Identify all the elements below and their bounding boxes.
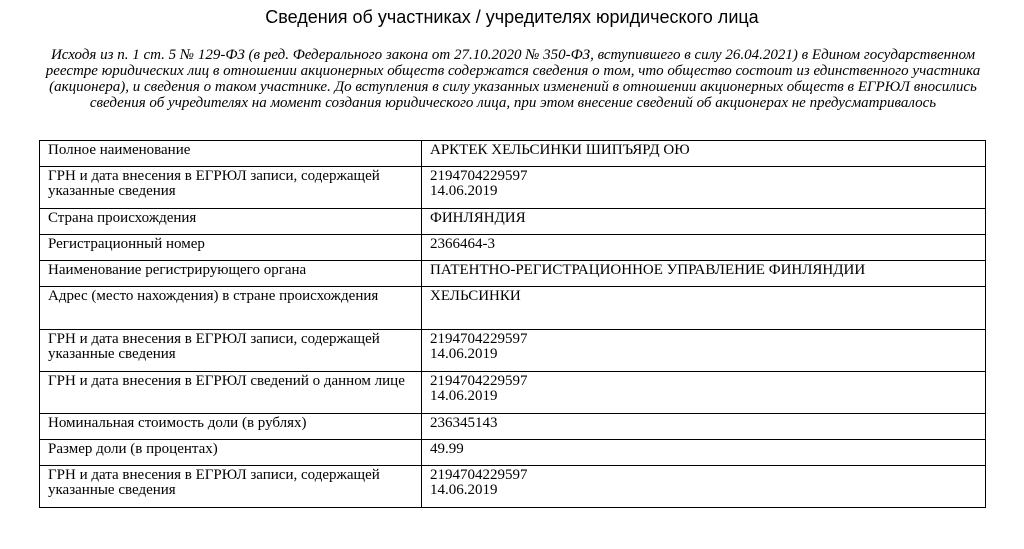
row-label: Номинальная стоимость доли (в рублях)	[40, 414, 422, 440]
row-label: Страна происхождения	[40, 209, 422, 235]
table-row	[40, 330, 986, 372]
row-value	[422, 372, 986, 414]
row-value: ПАТЕНТНО-РЕГИСТРАЦИОННОЕ УПРАВЛЕНИЕ ФИНЛЯНДИИ	[422, 261, 986, 287]
table-row	[40, 141, 986, 167]
table-row	[40, 235, 986, 261]
table-row	[40, 209, 986, 235]
row-value: 49.99	[422, 440, 986, 466]
grn-number: 2194704229597	[430, 373, 528, 389]
row-label: Адрес (место нахождения) в стране происхождения	[40, 287, 422, 330]
record-date: 14.06.2019	[430, 388, 498, 404]
row-label: Наименование регистрирующего органа	[40, 261, 422, 287]
row-value: 2366464-3	[422, 235, 986, 261]
row-label: ГРН и дата внесения в ЕГРЮЛ записи, содержащей указанные сведения	[40, 466, 422, 508]
table-row	[40, 466, 986, 508]
table-row	[40, 372, 986, 414]
record-date: 14.06.2019	[430, 346, 498, 362]
row-value	[422, 466, 986, 508]
table-row	[40, 261, 986, 287]
grn-number: 2194704229597	[430, 467, 528, 483]
row-label: Размер доли (в процентах)	[40, 440, 422, 466]
row-value: ФИНЛЯНДИЯ	[422, 209, 986, 235]
grn-number: 2194704229597	[430, 168, 528, 184]
row-label: Полное наименование	[40, 141, 422, 167]
row-value: ХЕЛЬСИНКИ	[422, 287, 986, 330]
record-date: 14.06.2019	[430, 183, 498, 199]
table-row	[40, 167, 986, 209]
row-value: АРКТЕК ХЕЛЬСИНКИ ШИПЪЯРД ОЮ	[422, 141, 986, 167]
table-row	[40, 440, 986, 466]
row-label: ГРН и дата внесения в ЕГРЮЛ записи, содержащей указанные сведения	[40, 167, 422, 209]
grn-number: 2194704229597	[430, 331, 528, 347]
row-value	[422, 167, 986, 209]
row-label: ГРН и дата внесения в ЕГРЮЛ сведений о данном лице	[40, 372, 422, 414]
table-row	[40, 287, 986, 330]
row-label: Регистрационный номер	[40, 235, 422, 261]
legal-note: Исходя из п. 1 ст. 5 № 129-ФЗ (в ред. Федерального закона от 27.10.2020 № 350-ФЗ, вступившего в силу 26.04.2021) в Едином государственном реестре юридических лиц в отношении акционерных обществ содержатся сведения о том, что общество состоит из единственного участника (акционера), и сведения о таком участнике. До вступления в силу указанных изменений в отношении акционерных обществ в ЕГРЮЛ вносились сведения об учредителях на момент создания юридического лица, при этом внесение сведений об акционерах не предусматривалось	[45, 47, 981, 111]
participant-info-table	[39, 140, 986, 508]
record-date: 14.06.2019	[430, 482, 498, 498]
table-row	[40, 414, 986, 440]
row-label: ГРН и дата внесения в ЕГРЮЛ записи, содержащей указанные сведения	[40, 330, 422, 372]
row-value	[422, 330, 986, 372]
row-value: 236345143	[422, 414, 986, 440]
page-title: Сведения об участниках / учредителях юридического лица	[265, 7, 759, 27]
